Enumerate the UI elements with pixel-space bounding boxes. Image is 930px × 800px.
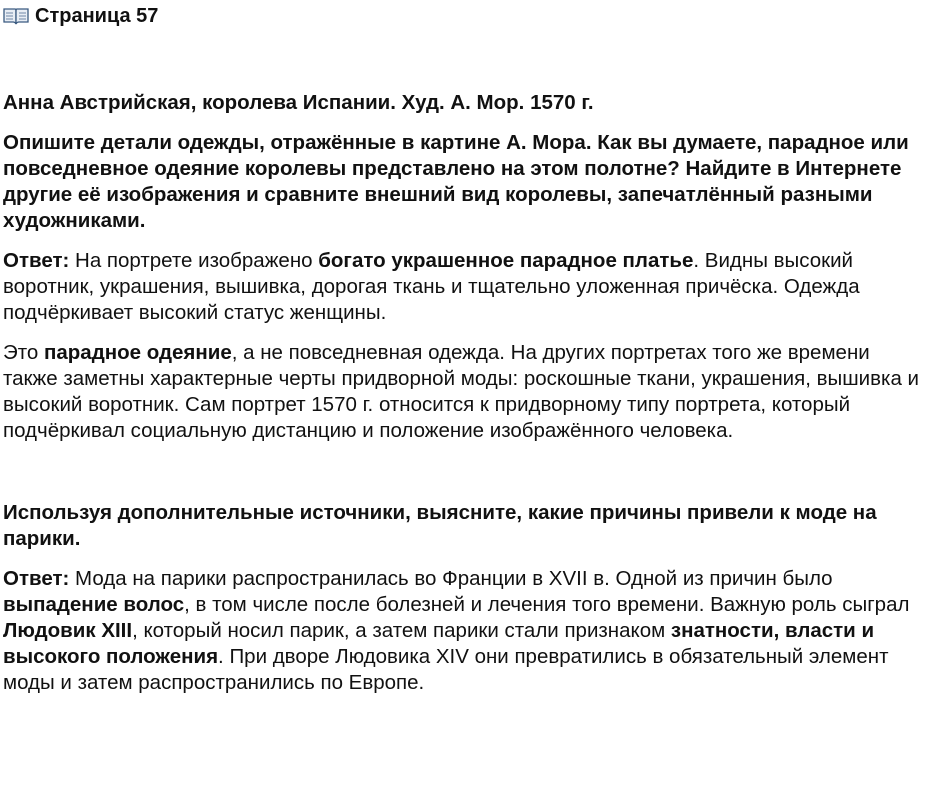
answer-text: На портрете изображено (69, 249, 319, 272)
answer-emphasis: Людовик XIII (3, 619, 133, 642)
page-content (3, 0, 927, 696)
answer-2-paragraph (3, 566, 927, 696)
answer-emphasis: парадное одеяние (44, 341, 232, 364)
answer-1-continuation (3, 340, 927, 444)
answer-label: Ответ: (3, 567, 70, 590)
answer-text: . Видны высокий воротник, украшения, вышивка, дорогая ткань и тщательно уложенная причёска. Одежда подчёркивает высокий статус женщины. (3, 249, 860, 324)
answer-1-paragraph (3, 248, 927, 326)
question-2: Используя дополнительные источники, выясните, какие причины привели к моде на парики. (3, 501, 877, 550)
answer-text: Это (3, 341, 44, 364)
question-1: Опишите детали одежды, отражённые в картине А. Мора. Как вы думаете, парадное или повседневное одеяние королевы представлено на этом полотне? Найдите в Интернете другие её изображения и сравните внешний вид королевы, запечатлённый разными художниками. (3, 131, 909, 232)
open-book-icon (3, 6, 29, 26)
page-title: Страница 57 (35, 4, 159, 27)
page-header (3, 0, 927, 32)
answer-emphasis: выпадение волос (3, 593, 185, 616)
answer-emphasis: богато украшенное парадное платье (318, 249, 694, 272)
answer-text: , который носил парик, а затем парики стали признаком (132, 619, 671, 642)
answer-text: , а не повседневная одежда. На других портретах того же времени также заметны характерные черты придворной моды: роскошные ткани, украшения, вышивка и высокий воротник. Сам портрет 1570 г. относится к придворному типу портрета, который подчёркивал социальную дистанцию и положение изображённого человека. (3, 341, 919, 442)
answer-label: Ответ: (3, 249, 70, 272)
image-caption: Анна Австрийская, королева Испании. Худ. А. Мор. 1570 г. (3, 91, 594, 114)
answer-emphasis: знатности, власти и высокого положения (3, 619, 875, 668)
answer-text: , в том числе после болезней и лечения того времени. Важную роль сыграл (184, 593, 910, 616)
answer-text: . При дворе Людовика XIV они превратились в обязательный элемент моды и затем распространились по Европе. (3, 645, 889, 694)
answer-text: Мода на парики распространилась во Франции в XVII в. Одной из причин было (69, 567, 833, 590)
